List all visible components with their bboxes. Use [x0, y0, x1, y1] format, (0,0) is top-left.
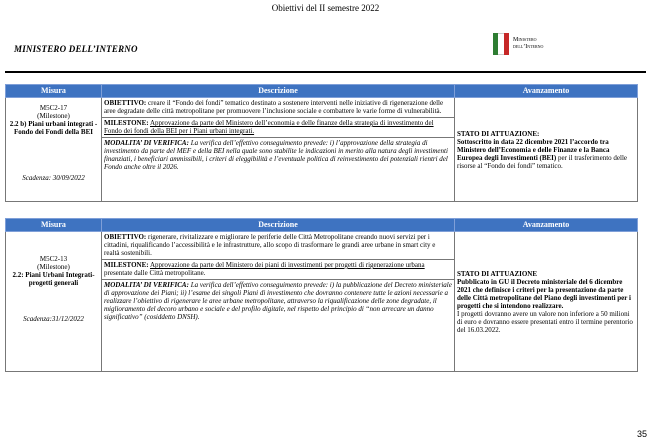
misura-deadline: Scadenza:31/12/2022	[23, 315, 84, 323]
misura-code: M5C2-17	[39, 104, 68, 112]
avanzamento-cell	[455, 232, 638, 372]
col-header-misura: Misura	[6, 85, 102, 98]
measure-table-1	[5, 84, 638, 202]
col-header-avanzamento: Avanzamento	[455, 219, 638, 232]
stato-bold-text: Sottoscritto in data 22 dicembre 2021 l’accordo tra Ministero dell’Economia e delle Finanze e la Banca Europea degli Investimenti (BEI)	[457, 137, 610, 162]
misura-code: M5C2-13	[39, 255, 68, 263]
page-number: 35	[636, 429, 647, 439]
misura-cell	[6, 98, 102, 202]
milestone-text: Approvazione da parte del Ministero dei piani di investimenti per progetti di rigenerazione urbana	[149, 261, 425, 269]
stato-title: STATO DI ATTUAZIONE	[457, 269, 538, 278]
logo-text	[513, 37, 543, 51]
obiettivo-label: OBIETTIVO:	[104, 99, 147, 107]
col-header-misura: Misura	[6, 219, 102, 232]
verifica-text: La verifica dell’effettivo conseguimento prevede: i) la pubblicazione del Decreto ministeriale di approvazione dei Piani; ii) l’esame dei singoli Piani di investimento che dovranno contenere tutte le azioni necessarie a realizzare l’obiettivo di rigenerare le aree urbane metropolitane, attraverso la riqualificazione delle zone degradate, il miglioramento del decoro urbano e sociale e del profilo digitale, nel rispetto del principio di “non arrecare un danno significativo” (cosiddetto DNSH).	[104, 281, 452, 321]
italian-flag-icon	[493, 33, 509, 55]
misura-name: 2.2: Piani Urbani Integrati- progetti generali	[12, 271, 95, 287]
obiettivo-label: OBIETTIVO:	[104, 233, 147, 241]
obiettivo-block	[102, 232, 454, 260]
logo-line-2: dell’Interno	[513, 44, 544, 50]
misura-deadline: Scadenza: 30/09/2022	[22, 174, 85, 182]
header-rule	[5, 71, 646, 73]
ministry-title: MINISTERO DELL’INTERNO	[14, 44, 138, 54]
obiettivo-text: rigenerare, rivitalizzare e migliorare le periferie delle Città Metropolitane creando nuovi servizi per i cittadini, riqualificando l’accessibilità e le infrastrutture, allo scopo di trasformare le grandi aree urbane in smart city e realtà sostenibili.	[104, 233, 436, 257]
table-row	[6, 232, 638, 372]
verifica-block	[102, 280, 454, 323]
milestone-label: MILESTONE:	[104, 261, 149, 269]
measure-table-2	[5, 218, 638, 372]
stato-body	[457, 138, 635, 170]
col-header-avanzamento: Avanzamento	[455, 85, 638, 98]
table-row	[6, 98, 638, 202]
verifica-text: La verifica dell’effettivo conseguimento prevede: i) l’approvazione della strategia di investimento da parte del MEF e della BEI nella quale sono stabilite le indicazioni in merito alla natura degli investimenti finanziati, i beneficiari ammissibili, i criteri di eleggibilità e l’eventuale politica di reinvestimento dei potenziali rientri del Fondo anche oltre il 2026.	[104, 139, 448, 171]
descrizione-cell	[102, 232, 455, 372]
milestone-block	[102, 260, 454, 280]
descrizione-cell	[102, 98, 455, 202]
page-header-title: Obiettivi del II semestre 2022	[271, 3, 380, 13]
milestone-label: MILESTONE:	[104, 119, 149, 127]
stato-text: per il trasferimento delle risorse al “Fondo dei fondi” tematico.	[457, 153, 627, 170]
obiettivo-block	[102, 98, 454, 118]
milestone-text: Approvazione da parte del Ministero dell’economia e delle finanze della strategia di investimento del Fondo dei fondi della BEI per i Piani urbani integrati.	[104, 119, 434, 135]
misura-type: (Milestone)	[37, 112, 70, 120]
misura-name: 2.2 b) Piani urbani integrati - Fondo dei Fondi della BEI	[9, 120, 98, 136]
stato-bold-text: Pubblicato in GU il Decreto ministeriale del 6 dicembre 2021 che definisce i criteri per la presentazione da parte delle Città metropolitane del Piano degli investimenti per i progetti che si intendono realizzare.	[457, 277, 631, 310]
col-header-descrizione: Descrizione	[102, 219, 455, 232]
avanzamento-cell	[455, 98, 638, 202]
flag-red-band	[504, 33, 509, 55]
verifica-label: MODALITA’ DI VERIFICA:	[104, 139, 189, 147]
ministry-logo	[493, 33, 543, 55]
stato-title: STATO DI ATTUAZIONE:	[457, 129, 540, 138]
misura-type: (Milestone)	[37, 263, 70, 271]
stato-text: I progetti dovranno avere un valore non inferiore a 50 milioni di euro e dovranno essere presentati entro il termine perentorio del 16.03.2022.	[457, 309, 633, 334]
col-header-descrizione: Descrizione	[102, 85, 455, 98]
verifica-block	[102, 138, 454, 173]
milestone-text-rest: presentate dalle Città metropolitane.	[104, 269, 206, 277]
table-header-row	[6, 85, 638, 98]
verifica-label: MODALITA’ DI VERIFICA:	[104, 281, 189, 289]
table-header-row	[6, 219, 638, 232]
logo-line-1: Ministero	[513, 37, 537, 43]
milestone-block	[102, 118, 454, 138]
obiettivo-text: creare il “Fondo dei fondi” tematico destinato a sostenere interventi nelle iniziative di rigenerazione delle aree degradate delle città metropolitane per promuovere l’inclusione sociale e combattere le varie forme di vulnerabilità.	[104, 99, 444, 115]
misura-cell	[6, 232, 102, 372]
